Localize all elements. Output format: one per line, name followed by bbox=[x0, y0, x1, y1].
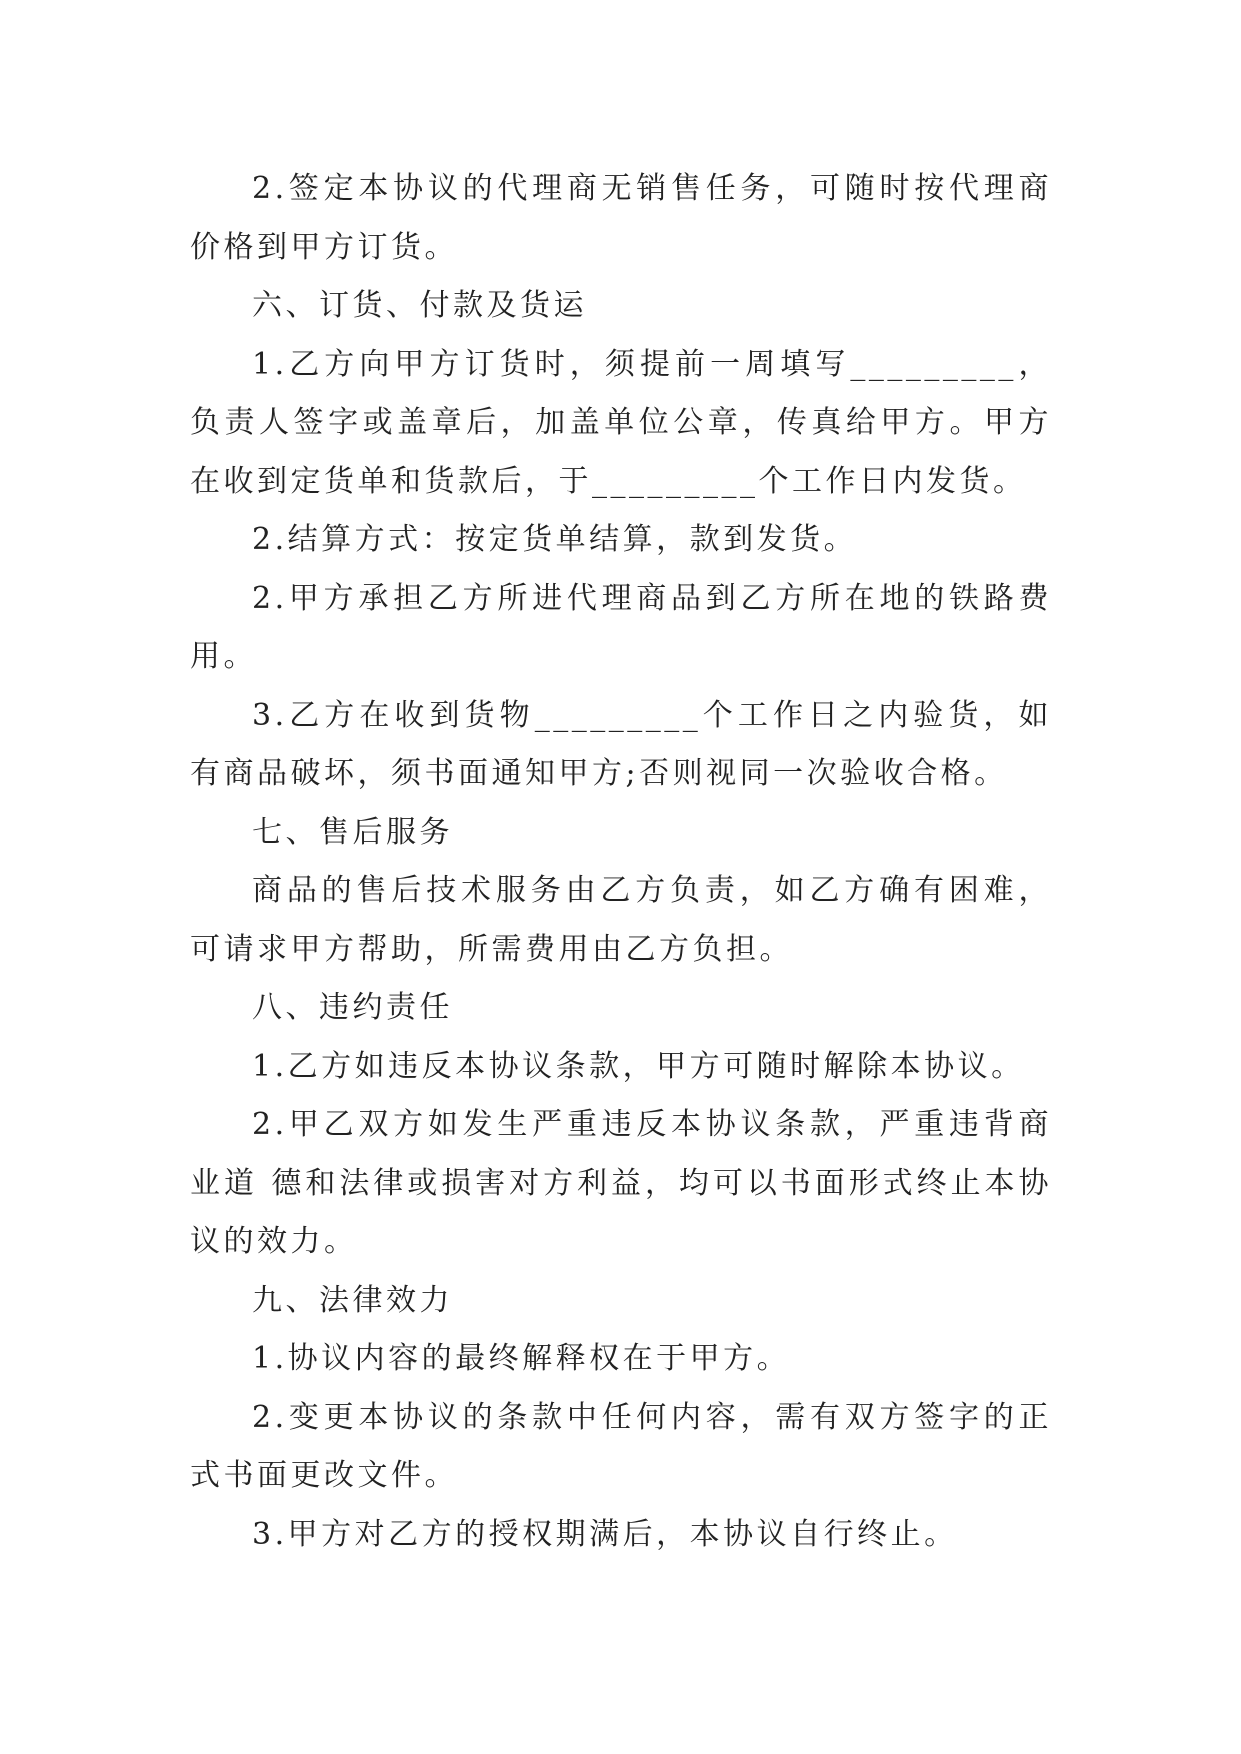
clause-goods-inspection: 3.乙方在收到货物_________个工作日之内验货，如有商品破坏，须书面通知甲方;否则视同一次验收合格。 bbox=[190, 697, 1052, 791]
section-heading-legal-effect: 九、法律效力 bbox=[252, 1282, 453, 1318]
clause-no-sales-task: 2.签定本协议的代理商无销售任务，可随时按代理商价格到甲方订货。 bbox=[190, 171, 1052, 265]
clause-railway-fees: 2.甲方承担乙方所进代理商品到乙方所在地的铁路费用。 bbox=[190, 580, 1052, 674]
clause-settlement-method: 2.结算方式：按定货单结算，款到发货。 bbox=[252, 522, 858, 557]
clause-after-sales-service: 商品的售后技术服务由乙方负责，如乙方确有困难，可请求甲方帮助，所需费用由乙方负担。 bbox=[190, 873, 1052, 967]
clause-amendment: 2.变更本协议的条款中任何内容，需有双方签字的正式书面更改文件。 bbox=[190, 1399, 1052, 1493]
clause-interpretation-right: 1.协议内容的最终解释权在于甲方。 bbox=[252, 1341, 791, 1376]
clause-termination-by-party-a: 1.乙方如违反本协议条款，甲方可随时解除本协议。 bbox=[252, 1048, 1025, 1084]
clause-expiry-termination: 3.甲方对乙方的授权期满后，本协议自行终止。 bbox=[252, 1516, 958, 1552]
clause-order-procedure: 1.乙方向甲方订货时，须提前一周填写_________，负责人签字或盖章后，加盖单位公章，传真给甲方。甲方在收到定货单和货款后，于_________个工作日内发货。 bbox=[190, 346, 1052, 499]
clause-serious-breach: 2.甲乙双方如发生严重违反本协议条款，严重违背商业道 德和法律或损害对方利益，均可以书面形式终止本协议的效力。 bbox=[190, 1107, 1052, 1259]
section-heading-ordering-payment-shipping: 六、订货、付款及货运 bbox=[252, 288, 587, 323]
document-body bbox=[190, 160, 1052, 1564]
section-heading-after-sales: 七、售后服务 bbox=[252, 814, 453, 850]
section-heading-breach-liability: 八、违约责任 bbox=[252, 990, 453, 1025]
